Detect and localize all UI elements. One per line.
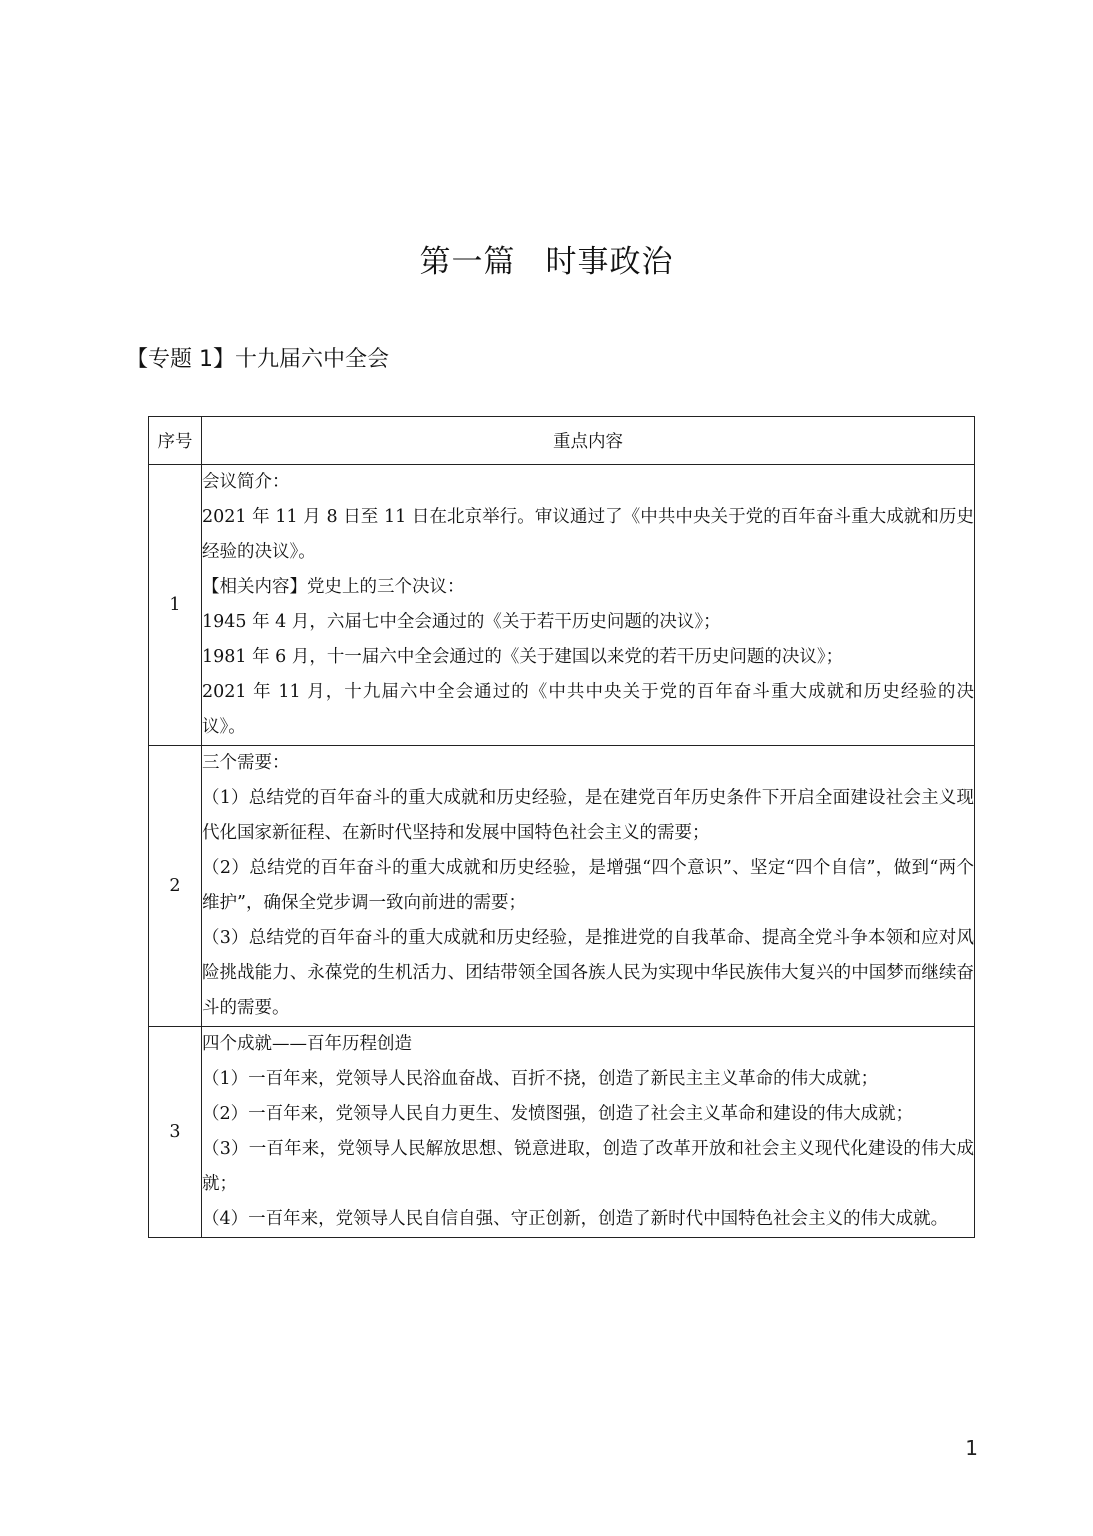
content-line: （1）一百年来，党领导人民浴血奋战、百折不挠，创造了新民主主义革命的伟大成就； — [202, 1069, 879, 1089]
content-line: （3）总结党的百年奋斗的重大成就和历史经验，是推进党的自我革命、提高全党斗争本领和应对风险挑战能力、永葆党的生机活力、团结带领全国各族人民为实现中华民族伟大复兴的中国梦而继续奋斗的需要。 — [202, 928, 974, 1018]
part-name: 时事政治 — [545, 244, 674, 280]
table-row — [149, 465, 975, 746]
page-number: 1 — [965, 1436, 978, 1460]
content-line: 2021 年 11 月，十九届六中全会通过的《中共中央关于党的百年奋斗重大成就和历史经验的决议》。 — [202, 682, 974, 737]
content-line: （3）一百年来，党领导人民解放思想、锐意进取，创造了改革开放和社会主义现代化建设的伟大成就； — [202, 1139, 974, 1194]
table-header-row — [149, 417, 975, 465]
key-content-table — [148, 416, 975, 1238]
content-line: 1945 年 4 月，六届七中全会通过的《关于若干历史问题的决议》； — [202, 612, 721, 632]
content-line: （4）一百年来，党领导人民自信自强、守正创新，创造了新时代中国特色社会主义的伟大成就。 — [202, 1209, 949, 1229]
header-content: 重点内容 — [202, 417, 975, 465]
table-row — [149, 1027, 975, 1238]
content-line: （2）总结党的百年奋斗的重大成就和历史经验，是增强“四个意识”、坚定“四个自信”，做到“两个维护”，确保全党步调一致向前进的需要； — [202, 858, 974, 913]
row-content — [202, 465, 975, 746]
topic-title: 【专题 1】十九届六中全会 — [126, 347, 389, 372]
content-line: （2）一百年来，党领导人民自力更生、发愤图强，创造了社会主义革命和建设的伟大成就； — [202, 1104, 914, 1124]
row-index: 2 — [149, 746, 202, 1027]
part-number: 第一篇 — [419, 244, 516, 280]
content-line: 1981 年 6 月，十一届六中全会通过的《关于建国以来党的若干历史问题的决议》； — [202, 647, 844, 667]
content-line: 四个成就——百年历程创造 — [202, 1034, 412, 1054]
row-content — [202, 1027, 975, 1238]
row-content — [202, 746, 975, 1027]
row-index: 3 — [149, 1027, 202, 1238]
content-line: （1）总结党的百年奋斗的重大成就和历史经验，是在建党百年历史条件下开启全面建设社会主义现代化国家新征程、在新时代坚持和发展中国特色社会主义的需要； — [202, 788, 974, 843]
content-line: 会议简介： — [202, 472, 290, 492]
content-line: 三个需要： — [202, 753, 290, 773]
content-line: 2021 年 11 月 8 日至 11 日在北京举行。审议通过了《中共中央关于党的百年奋斗重大成就和历史经验的决议》。 — [202, 507, 974, 562]
header-index: 序号 — [149, 417, 202, 465]
row-index: 1 — [149, 465, 202, 746]
part-title — [0, 236, 1093, 281]
table-row — [149, 746, 975, 1027]
content-line: 【相关内容】党史上的三个决议： — [202, 577, 465, 597]
